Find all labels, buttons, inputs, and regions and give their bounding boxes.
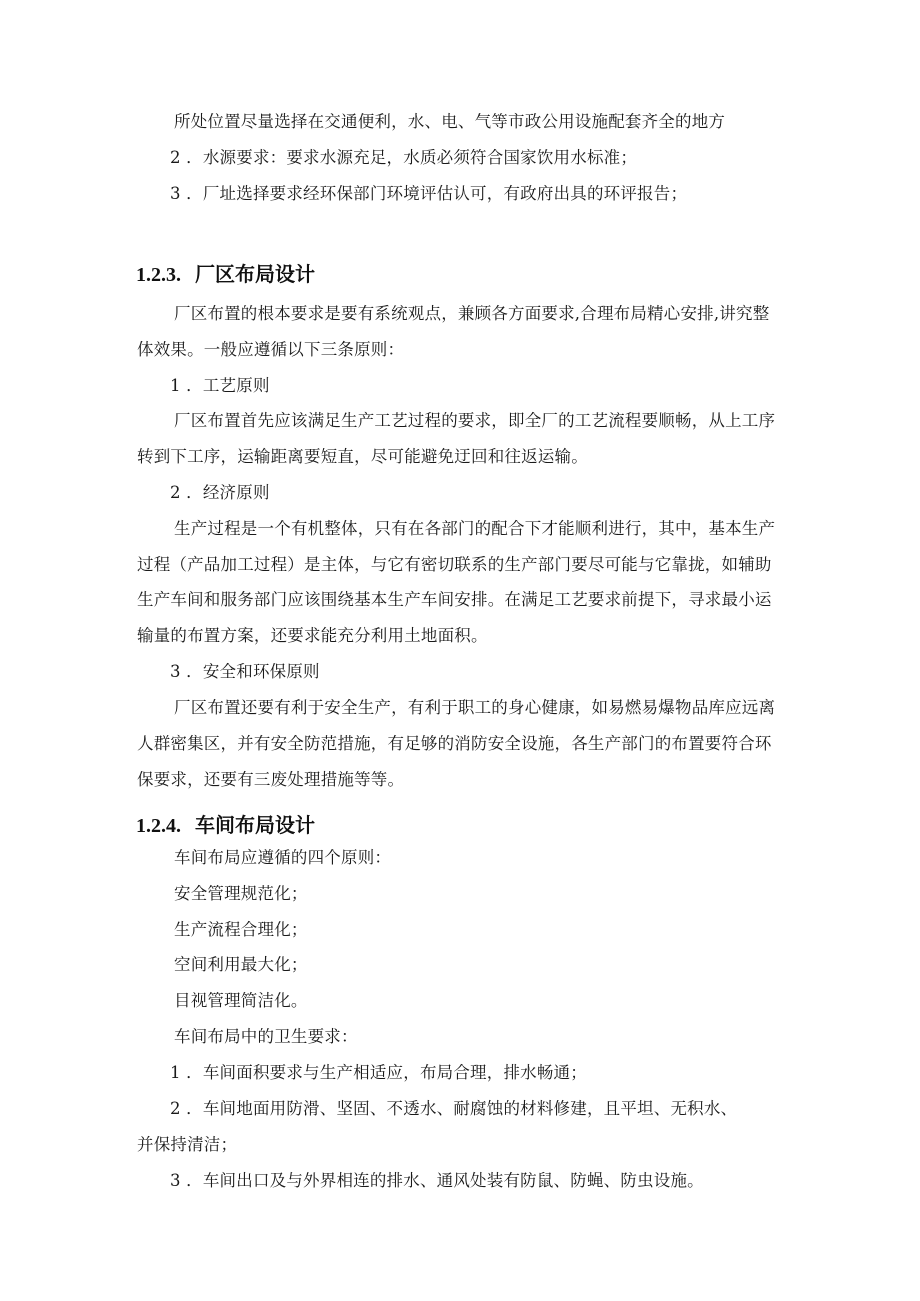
- paragraph-line: 人群密集区，并有安全防范措施，有足够的消防安全设施，各生产部门的布置要符合环: [137, 734, 772, 753]
- paragraph-line: 厂区布置还要有利于安全生产，有利于职工的身心健康，如易燃易爆物品库应远离: [174, 698, 776, 717]
- list-item: 2 ．经济原则: [170, 483, 270, 502]
- paragraph-line: 转到下工序，运输距离要短直，尽可能避免迂回和往返运输。: [137, 447, 588, 466]
- list-item: 1 ．车间面积要求与生产相适应，布局合理，排水畅通；: [170, 1063, 587, 1082]
- paragraph-line: 车间布局应遵循的四个原则：: [174, 848, 392, 867]
- paragraph-line: 生产车间和服务部门应该围绕基本生产车间安排。在满足工艺要求前提下，寻求最小运: [137, 590, 772, 609]
- paragraph-line: 厂区布置首先应该满足生产工艺过程的要求，即全厂的工艺流程要顺畅，从上工序: [174, 411, 776, 430]
- section-title: 厂区布局设计: [195, 262, 315, 286]
- paragraph-line: 所处位置尽量选择在交通便利，水、电、气等市政公用设施配套齐全的地方: [174, 112, 726, 131]
- paragraph-line: 并保持清洁；: [137, 1135, 238, 1154]
- paragraph-line: 过程（产品加工过程）是主体，与它有密切联系的生产部门要尽可能与它靠拢，如辅助: [137, 555, 772, 574]
- paragraph-line: 输量的布置方案，还要求能充分利用土地面积。: [137, 626, 488, 645]
- section-heading-1-2-4: [136, 813, 315, 838]
- section-number: 1.2.4.: [136, 815, 181, 837]
- paragraph-line: 保要求，还要有三废处理措施等等。: [137, 770, 405, 789]
- list-item: 2 ．水源要求：要求水源充足，水质必须符合国家饮用水标准；: [170, 148, 638, 167]
- paragraph-line: 体效果。一般应遵循以下三条原则：: [137, 340, 405, 359]
- list-item: 安全管理规范化；: [174, 884, 308, 903]
- section-number: 1.2.3.: [136, 264, 181, 286]
- list-item: 1 ．工艺原则: [170, 376, 270, 395]
- paragraph-line: 生产过程是一个有机整体，只有在各部门的配合下才能顺利进行，其中，基本生产: [174, 519, 776, 538]
- section-title: 车间布局设计: [195, 813, 315, 837]
- list-item: 3 ．车间出口及与外界相连的排水、通风处装有防鼠、防蝇、防虫设施。: [170, 1171, 704, 1190]
- paragraph-line: 厂区布置的根本要求是要有系统观点，兼顾各方面要求,合理布局精心安排,讲究整: [174, 304, 770, 323]
- paragraph-line: 车间布局中的卫生要求：: [174, 1027, 358, 1046]
- list-item: 目视管理简洁化。: [174, 991, 308, 1010]
- list-item: 3 ．厂址选择要求经环保部门环境评估认可，有政府出具的环评报告；: [170, 184, 688, 203]
- list-item: 2 ．车间地面用防滑、坚固、不透水、耐腐蚀的材料修建，且平坦、无积水、: [170, 1099, 738, 1118]
- list-item: 空间利用最大化；: [174, 955, 308, 974]
- section-heading-1-2-3: [136, 262, 315, 287]
- list-item: 生产流程合理化；: [174, 920, 308, 939]
- list-item: 3 ．安全和环保原则: [170, 662, 320, 681]
